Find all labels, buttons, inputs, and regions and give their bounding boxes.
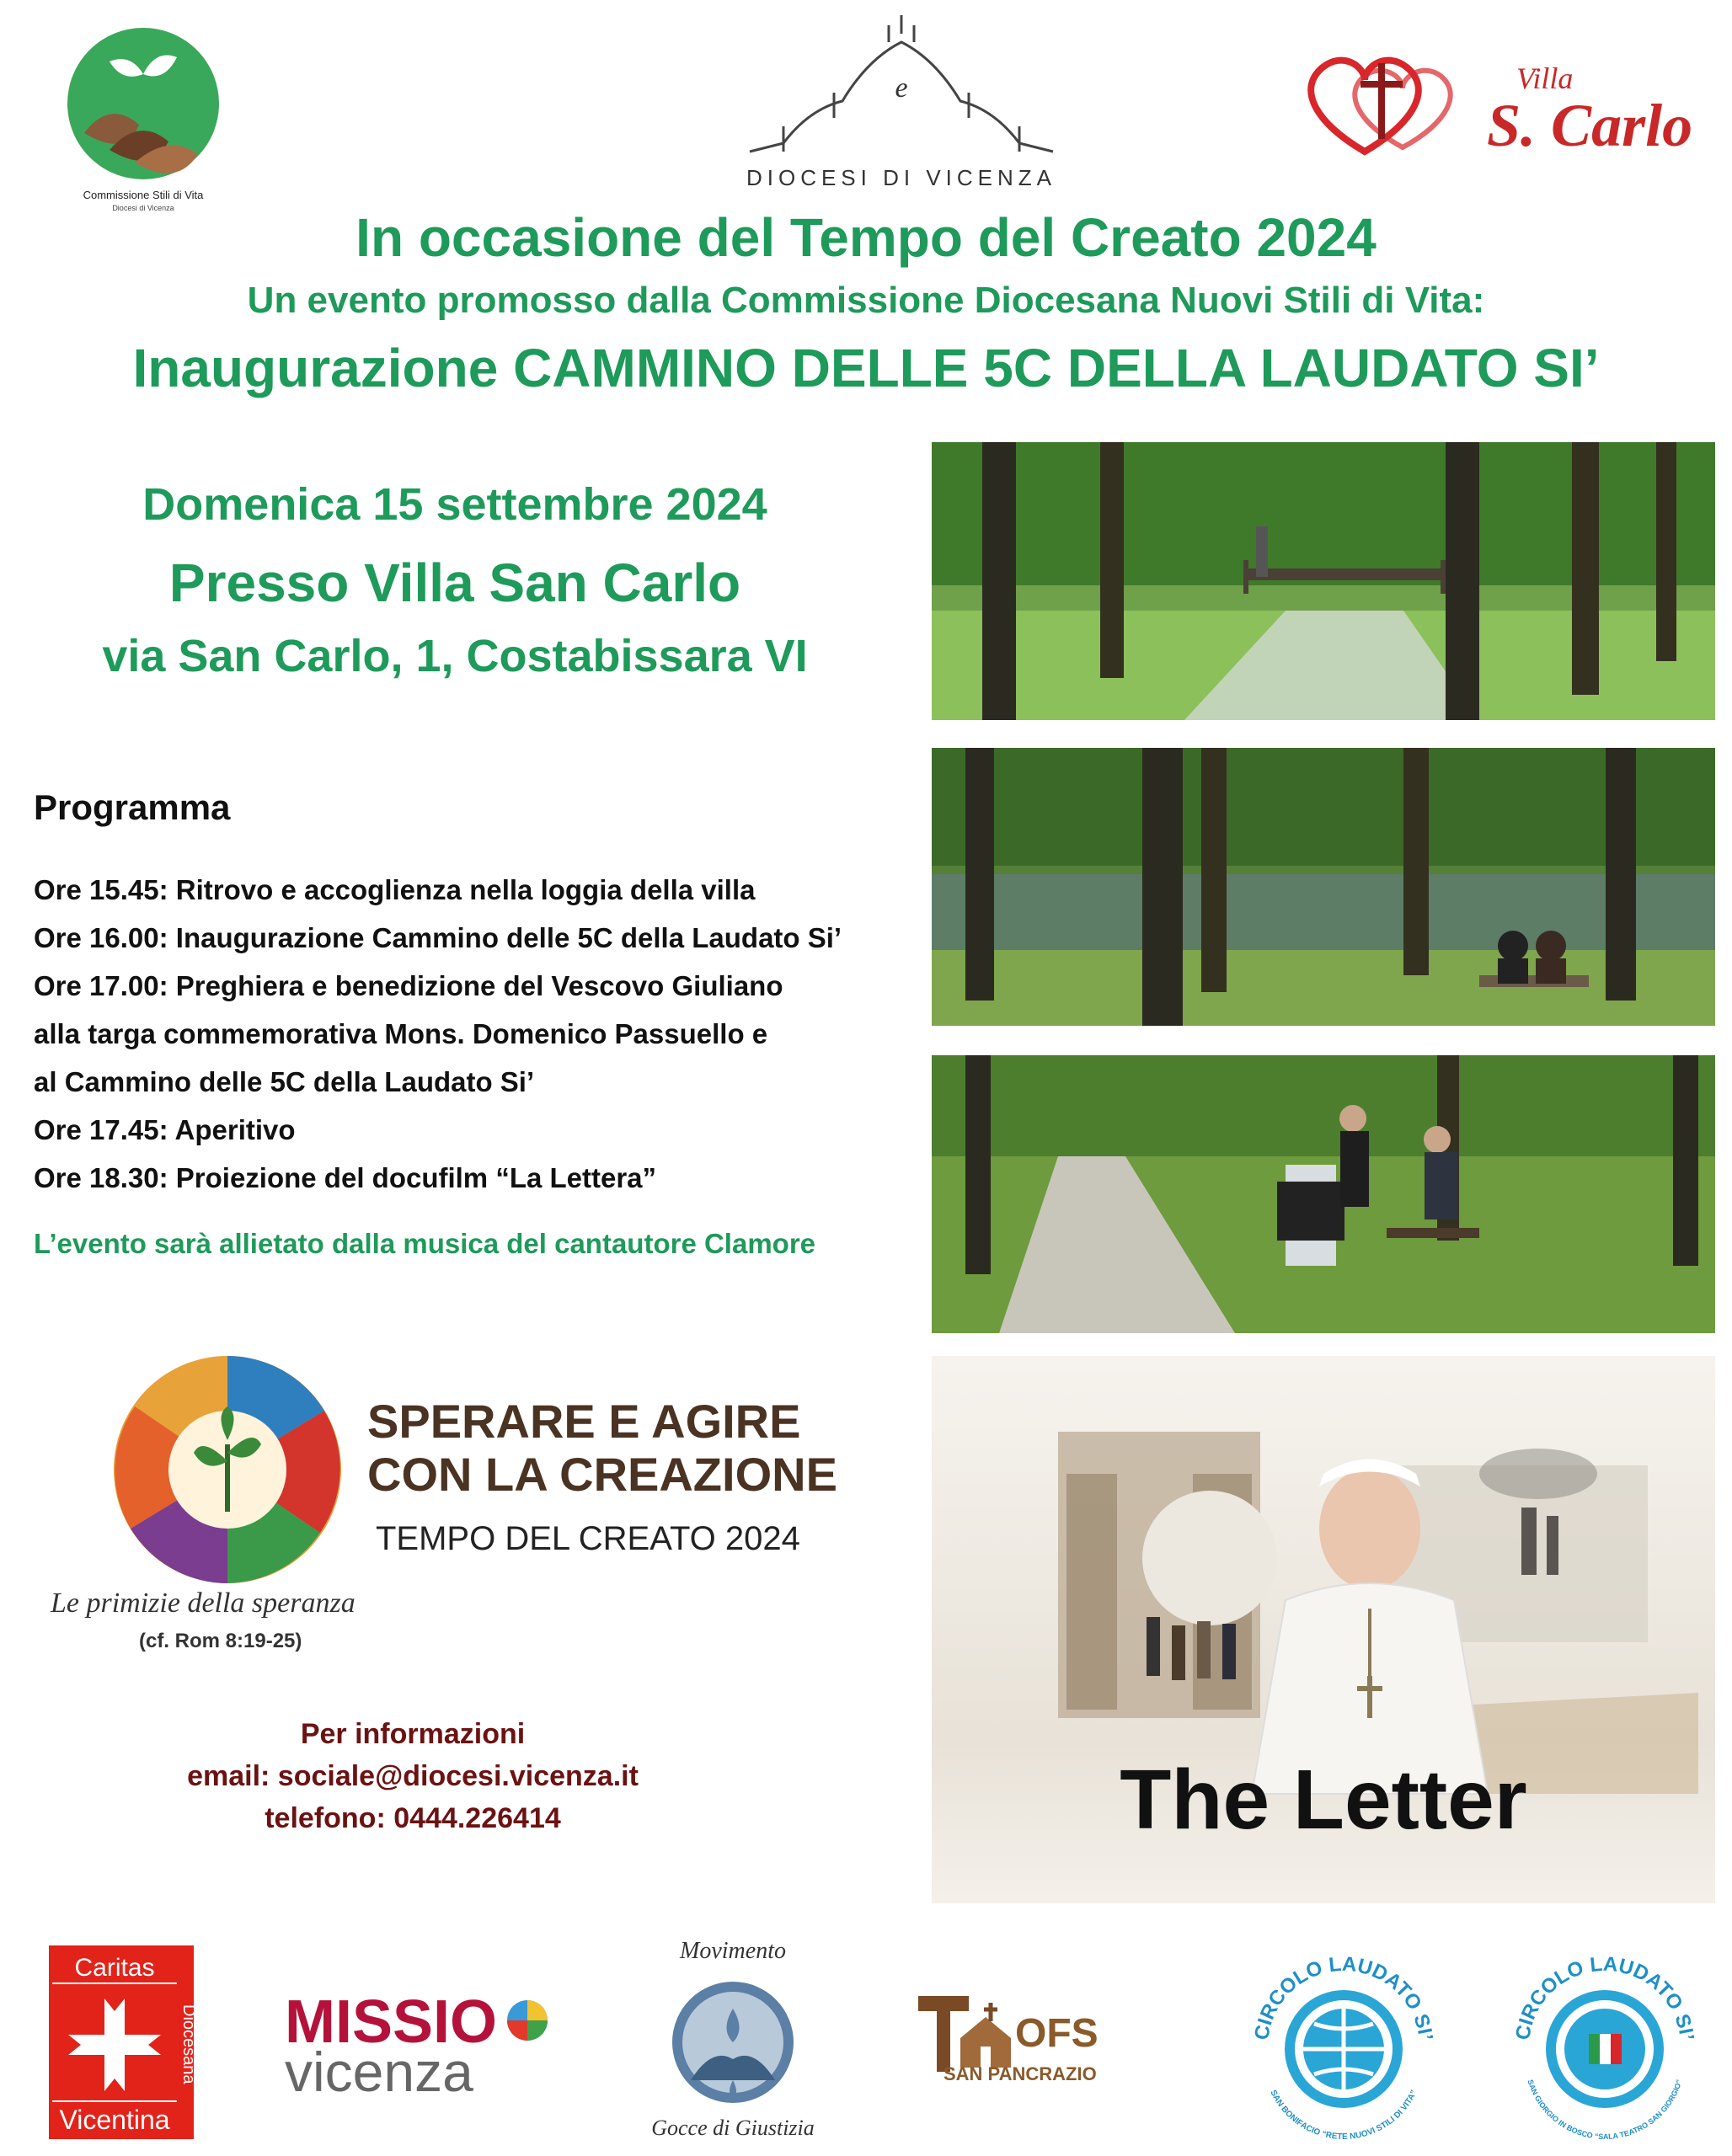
svg-text:Commissione Stili di Vita: Commissione Stili di Vita	[83, 189, 204, 201]
movimento-gocce-di-giustizia-logo	[632, 1933, 834, 2143]
programma-item: al Cammino delle 5C della Laudato Si’	[34, 1066, 535, 1097]
svg-text:Caritas: Caritas	[74, 1954, 155, 1982]
circolo-laudato-si-san-bonifacio-logo	[1247, 1950, 1441, 2143]
info-title: Per informazioni	[300, 1718, 526, 1750]
ofs-san-pancrazio-logo	[910, 1988, 1104, 2089]
svg-text:DIOCESI DI VICENZA: DIOCESI DI VICENZA	[746, 165, 1057, 190]
svg-text:S. Carlo: S. Carlo	[1487, 92, 1693, 159]
villa-san-carlo-logo	[1297, 46, 1719, 164]
svg-text:SAN PANCRAZIO: SAN PANCRAZIO	[944, 2063, 1097, 2084]
svg-text:SAN GIORGIO IN BOSCO “SALA TEA: SAN GIORGIO IN BOSCO “SALA TEATRO SAN GIORGIO”	[1526, 2079, 1684, 2142]
event-place: Presso Villa San Carlo	[168, 552, 741, 613]
creato-title-line-2: CON LA CREAZIONE	[367, 1448, 837, 1501]
creato-title-line-1: SPERARE E AGIRE	[367, 1395, 801, 1448]
programma-item: alla targa commemorativa Mons. Domenico Passuello e	[34, 1018, 768, 1049]
park-bridge-photo	[932, 442, 1715, 720]
svg-text:Movimento: Movimento	[680, 1938, 786, 1964]
commissione-stili-di-vita-logo	[51, 24, 236, 217]
creato-subtitle: TEMPO DEL CREATO 2024	[376, 1520, 800, 1557]
diocesi-di-vicenza-logo	[733, 8, 1070, 194]
svg-text:Diocesana: Diocesana	[179, 2004, 198, 2084]
the-letter-title: The Letter	[1120, 1753, 1527, 1847]
programma-note: L’evento sarà allietato dalla musica del cantautore Clamore	[34, 1228, 816, 1259]
event-address: via San Carlo, 1, Costabissara VI	[102, 631, 808, 681]
park-pond-photo	[932, 748, 1715, 1026]
creato-motto: Le primizie della speranza	[51, 1588, 355, 1619]
svg-text:CIRCOLO LAUDATO SI’: CIRCOLO LAUDATO SI’	[1250, 1952, 1437, 2042]
svg-text:Vicentina: Vicentina	[59, 2105, 170, 2135]
programma-item: Ore 16.00: Inaugurazione Cammino delle 5C della Laudato Si’	[34, 922, 842, 953]
svg-text:OFS: OFS	[1015, 2011, 1099, 2056]
circolo-laudato-si-san-giorgio-logo	[1508, 1950, 1702, 2143]
programma-item: Ore 15.45: Ritrovo e accoglienza nella loggia della villa	[34, 874, 756, 905]
missio-vicenza-logo	[285, 1983, 554, 2101]
svg-text:e: e	[895, 72, 908, 104]
info-phone: telefono: 0444.226414	[265, 1802, 561, 1834]
info-email: email: sociale@diocesi.vicenza.it	[187, 1760, 639, 1792]
svg-text:Gocce di Giustizia: Gocce di Giustizia	[651, 2116, 815, 2140]
programma-title: Programma	[34, 787, 231, 827]
caritas-logo	[49, 1945, 198, 2139]
svg-text:Diocesi di Vicenza: Diocesi di Vicenza	[112, 204, 174, 212]
headline-title: In occasione del Tempo del Creato 2024	[355, 207, 1377, 268]
svg-text:SAN BONIFACIO “RETE NUOVI STIL: SAN BONIFACIO “RETE NUOVI STILI DI VITA”	[1268, 2089, 1419, 2143]
programma-item: Ore 17.45: Aperitivo	[34, 1114, 296, 1145]
svg-text:Villa: Villa	[1516, 61, 1574, 95]
event-date: Domenica 15 settembre 2024	[142, 479, 767, 530]
programma-item: Ore 18.30: Proiezione del docufilm “La Lettera”	[34, 1162, 657, 1193]
programma-item: Ore 17.00: Preghiera e benedizione del Vescovo Giuliano	[34, 970, 783, 1001]
tempo-del-creato-logo	[110, 1352, 345, 1588]
svg-text:MISSIO: MISSIO	[285, 1988, 498, 2056]
creato-reference: (cf. Rom 8:19-25)	[139, 1630, 302, 1652]
headline-event-name: Inaugurazione CAMMINO DELLE 5C DELLA LAUDATO SI’	[132, 338, 1600, 398]
headline-subtitle: Un evento promosso dalla Commissione Diocesana Nuovi Stili di Vita:	[247, 280, 1485, 321]
programma-list	[34, 866, 927, 1202]
svg-text:vicenza: vicenza	[285, 2041, 473, 2103]
svg-text:CIRCOLO LAUDATO SI’: CIRCOLO LAUDATO SI’	[1511, 1952, 1698, 2042]
park-path-photo	[932, 1055, 1715, 1333]
